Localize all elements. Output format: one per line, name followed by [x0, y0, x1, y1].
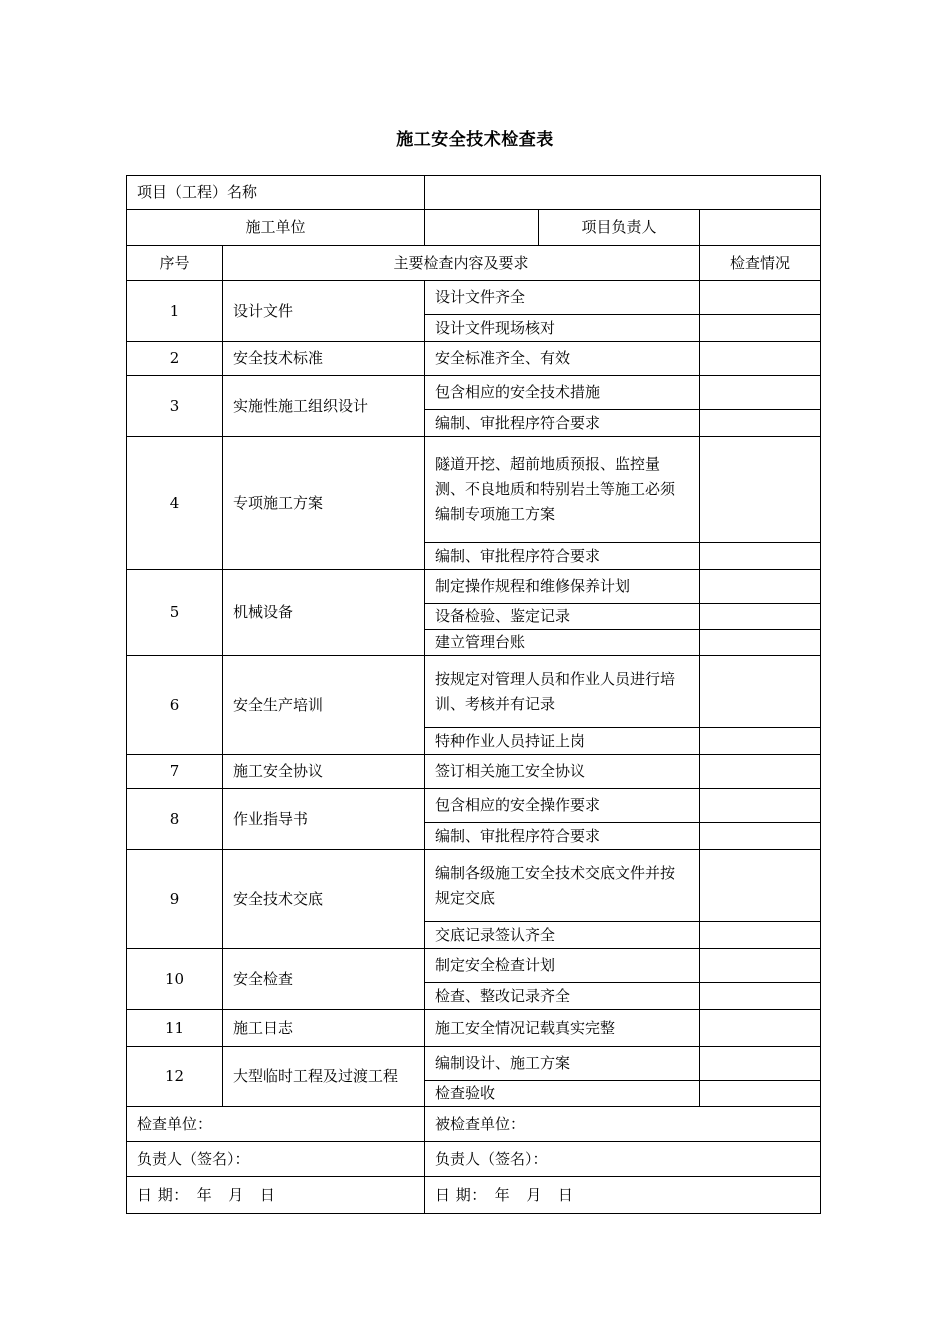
responsible-signature-row	[127, 1142, 821, 1177]
project-manager-label: 项目负责人	[539, 210, 700, 246]
table-row	[127, 1047, 821, 1081]
project-name-row	[127, 176, 821, 210]
item-name: 作业指导书	[223, 789, 425, 850]
item-requirement: 按规定对管理人员和作业人员进行培训、考核并有记录	[425, 656, 700, 728]
item-name: 安全检查	[223, 949, 425, 1010]
item-requirement: 编制、审批程序符合要求	[425, 823, 700, 850]
item-result-field[interactable]	[700, 342, 821, 376]
item-name: 安全技术标准	[223, 342, 425, 376]
date-month: 月	[228, 1185, 244, 1204]
item-result-field[interactable]	[700, 410, 821, 437]
item-name: 专项施工方案	[223, 437, 425, 570]
item-result-field[interactable]	[700, 1047, 821, 1081]
date-label: 日 期：	[137, 1185, 189, 1204]
item-result-field[interactable]	[700, 543, 821, 570]
date-year: 年	[196, 1185, 213, 1204]
construction-unit-label: 施工单位	[127, 210, 425, 246]
project-name-label: 项目（工程）名称	[127, 176, 425, 210]
item-number: 5	[127, 570, 223, 656]
date-row	[127, 1177, 821, 1214]
item-requirement: 编制、审批程序符合要求	[425, 543, 700, 570]
item-requirement: 包含相应的安全操作要求	[425, 789, 700, 823]
item-name: 实施性施工组织设计	[223, 376, 425, 437]
item-requirement: 建立管理台账	[425, 630, 700, 656]
item-result-field[interactable]	[700, 789, 821, 823]
responsible-left-field[interactable]: 负责人（签名）：	[127, 1142, 425, 1177]
item-number: 3	[127, 376, 223, 437]
item-number: 8	[127, 789, 223, 850]
table-row	[127, 656, 821, 728]
inspecting-unit-field[interactable]: 检查单位：	[127, 1107, 425, 1142]
table-row	[127, 1010, 821, 1047]
item-requirement: 设备检验、鉴定记录	[425, 604, 700, 630]
item-result-field[interactable]	[700, 630, 821, 656]
item-requirement: 制定操作规程和维修保养计划	[425, 570, 700, 604]
item-name: 机械设备	[223, 570, 425, 656]
item-requirement: 设计文件齐全	[425, 281, 700, 315]
item-number: 1	[127, 281, 223, 342]
date-day: 日	[259, 1185, 276, 1204]
date-label: 日 期：	[435, 1185, 487, 1204]
date-left-field[interactable]	[127, 1177, 425, 1214]
item-number: 12	[127, 1047, 223, 1107]
item-number: 6	[127, 656, 223, 755]
item-result-field[interactable]	[700, 376, 821, 410]
item-result-field[interactable]	[700, 949, 821, 983]
item-name: 设计文件	[223, 281, 425, 342]
item-name: 大型临时工程及过渡工程	[223, 1047, 425, 1107]
date-year: 年	[494, 1185, 511, 1204]
date-day: 日	[557, 1185, 574, 1204]
item-result-field[interactable]	[700, 437, 821, 543]
table-row	[127, 376, 821, 410]
table-row	[127, 850, 821, 922]
table-row	[127, 342, 821, 376]
item-requirement: 编制、审批程序符合要求	[425, 410, 700, 437]
date-right-field[interactable]	[425, 1177, 821, 1214]
table-row	[127, 949, 821, 983]
item-name: 施工日志	[223, 1010, 425, 1047]
column-header-result: 检查情况	[700, 246, 821, 281]
item-number: 9	[127, 850, 223, 949]
item-number: 7	[127, 755, 223, 789]
item-requirement: 签订相关施工安全协议	[425, 755, 700, 789]
responsible-right-field[interactable]: 负责人（签名）：	[425, 1142, 821, 1177]
item-result-field[interactable]	[700, 850, 821, 922]
item-requirement: 编制设计、施工方案	[425, 1047, 700, 1081]
item-name: 施工安全协议	[223, 755, 425, 789]
inspection-table	[126, 175, 821, 1214]
item-number: 10	[127, 949, 223, 1010]
item-name: 安全技术交底	[223, 850, 425, 949]
item-requirement: 隧道开挖、超前地质预报、监控量测、不良地质和特别岩土等施工必须编制专项施工方案	[425, 437, 700, 543]
item-result-field[interactable]	[700, 570, 821, 604]
item-result-field[interactable]	[700, 1081, 821, 1107]
item-result-field[interactable]	[700, 604, 821, 630]
item-requirement: 编制各级施工安全技术交底文件并按规定交底	[425, 850, 700, 922]
column-header-row	[127, 246, 821, 281]
item-result-field[interactable]	[700, 1010, 821, 1047]
table-row	[127, 437, 821, 543]
table-row	[127, 570, 821, 604]
item-requirement: 施工安全情况记载真实完整	[425, 1010, 700, 1047]
item-requirement: 安全标准齐全、有效	[425, 342, 700, 376]
column-header-seq: 序号	[127, 246, 223, 281]
item-number: 4	[127, 437, 223, 570]
item-requirement: 特种作业人员持证上岗	[425, 728, 700, 755]
item-requirement: 检查验收	[425, 1081, 700, 1107]
table-row	[127, 281, 821, 315]
construction-unit-row	[127, 210, 821, 246]
page-title: 施工安全技术检查表	[396, 130, 554, 150]
item-result-field[interactable]	[700, 728, 821, 755]
project-name-field[interactable]	[425, 176, 821, 210]
item-name: 安全生产培训	[223, 656, 425, 755]
item-result-field[interactable]	[700, 983, 821, 1010]
construction-unit-field[interactable]	[425, 210, 539, 246]
table-row	[127, 755, 821, 789]
item-result-field[interactable]	[700, 823, 821, 850]
item-requirement: 制定安全检查计划	[425, 949, 700, 983]
item-requirement: 设计文件现场核对	[425, 315, 700, 342]
unit-signature-row	[127, 1107, 821, 1142]
item-requirement: 交底记录签认齐全	[425, 922, 700, 949]
item-result-field[interactable]	[700, 281, 821, 315]
item-requirement: 检查、整改记录齐全	[425, 983, 700, 1010]
item-requirement: 包含相应的安全技术措施	[425, 376, 700, 410]
inspected-unit-field[interactable]: 被检查单位：	[425, 1107, 821, 1142]
column-header-content: 主要检查内容及要求	[223, 246, 700, 281]
table-row	[127, 789, 821, 823]
item-result-field[interactable]	[700, 922, 821, 949]
item-result-field[interactable]	[700, 315, 821, 342]
item-result-field[interactable]	[700, 656, 821, 728]
date-month: 月	[526, 1185, 542, 1204]
project-manager-field[interactable]	[700, 210, 821, 246]
item-number: 2	[127, 342, 223, 376]
item-result-field[interactable]	[700, 755, 821, 789]
item-number: 11	[127, 1010, 223, 1047]
